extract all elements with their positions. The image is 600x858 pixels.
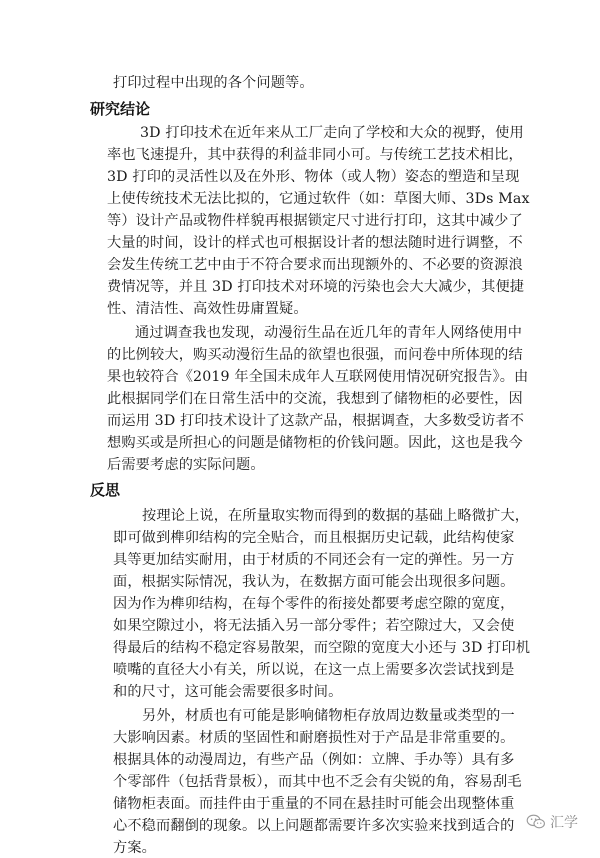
paragraph-line: 按理论上说，在所量取实物而得到的数据的基础上略微扩大， [142,508,530,524]
paragraph-line: 等）设计产品或物件样貌再根据锁定尺寸进行打印，这其中减少了 [107,213,523,229]
watermark [526,812,578,832]
paragraph-line: 另外，材质也有可能是影响储物柜存放周边数量或类型的一 [142,708,515,724]
paragraph-line: 储物柜表面。而挂件由于重量的不同在悬挂时可能会出现整体重 [113,796,515,812]
paragraph-line: 果也较符合《2019 年全国未成年人互联网使用情况研究报告》。由 [107,369,529,385]
paragraph-line: 方案。 [113,840,157,856]
paragraph-line: 因为作为榫卯结构，在每个零件的衔接处都要考虑空隙的宽度， [113,596,515,612]
paragraph-line: 性、清洁性、高效性毋庸置疑。 [107,301,308,317]
paragraph-line: 3D 打印的灵活性以及在外形、物体（或人物）姿态的塑造和呈现 [107,169,520,185]
watermark-label: 汇学 [550,815,578,831]
paragraph-line: 面，根据实际情况，我认为，在数据方面可能会出现很多问题。 [113,574,515,590]
paragraph-line: 喷嘴的直径大小有关，所以说，在这一点上需要多次尝试找到是 [113,662,515,678]
paragraph-line: 的比例较大，购买动漫衍生品的欲望也很强，而问卷中所体现的结 [107,347,523,363]
wechat-icon [526,814,546,830]
paragraph-line: 大影响因素。材质的坚固性和耐磨损性对于产品是非常重要的。 [113,730,515,746]
paragraph-line: 而运用 3D 打印技术设计了这款产品，根据调查，大多数受访者不 [107,413,525,429]
paragraph-line: 上使传统技术无法比拟的，它通过软件（如：草图大师、3Ds Max [107,191,530,207]
paragraph-line: 得最后的结构不稳定容易散架，而空隙的宽度大小还与 3D 打印机 [113,640,531,656]
paragraph-line: 心不稳而翻倒的现象。以上问题都需要许多次实验来找到适合的 [113,818,515,834]
paragraph-line: 此根据同学们在日常生活中的交流，我想到了储物柜的必要性，因 [107,391,523,407]
paragraph-line: 3D 打印技术在近年来从工厂走向了学校和大众的视野，使用 [140,125,524,141]
section-heading-conclusion: 研究结论 [90,100,151,118]
paragraph-line: 后需要考虑的实际问题。 [107,457,265,473]
paragraph-line: 个零部件（包括背景板），而其中也不乏会有尖锐的角，容易刮毛 [113,774,522,790]
paragraph-line: 根据具体的动漫周边，有些产品（例如：立牌、手办等）具有多 [113,752,515,768]
paragraph-line: 和的尺寸，这可能会需要很多时间。 [113,684,343,700]
paragraph-line: 即可做到榫卯结构的完全贴合，而且根据历史记载，此结构使家 [113,530,515,546]
section-heading-reflection: 反思 [90,481,121,499]
paragraph-line: 如果空隙过小，将无法插入另一部分零件；若空隙过大，又会使 [113,618,515,634]
paragraph-line: 大量的时间，设计的样式也可根据设计者的想法随时进行调整，不 [107,235,523,251]
intro-line: 打印过程中出现的各个问题等。 [113,75,314,91]
paragraph-line: 具等更加结实耐用，由于材质的不同还会有一定的弹性。另一方 [113,552,515,568]
paragraph-line: 会发生传统工艺中由于不符合要求而出现额外的、不必要的资源浪 [107,257,523,273]
paragraph-line: 率也飞速提升，其中获得的利益非同小可。与传统工艺技术相比， [107,147,523,163]
paragraph-line: 通过调查我也发现，动漫衍生品在近几年的青年人网络使用中 [135,325,523,341]
paragraph-line: 想购买或是所担心的问题是储物柜的价钱问题。因此，这也是我今 [107,435,523,451]
paragraph-line: 费情况等，并且 3D 打印技术对环境的污染也会大大减少，其便捷 [107,279,525,295]
